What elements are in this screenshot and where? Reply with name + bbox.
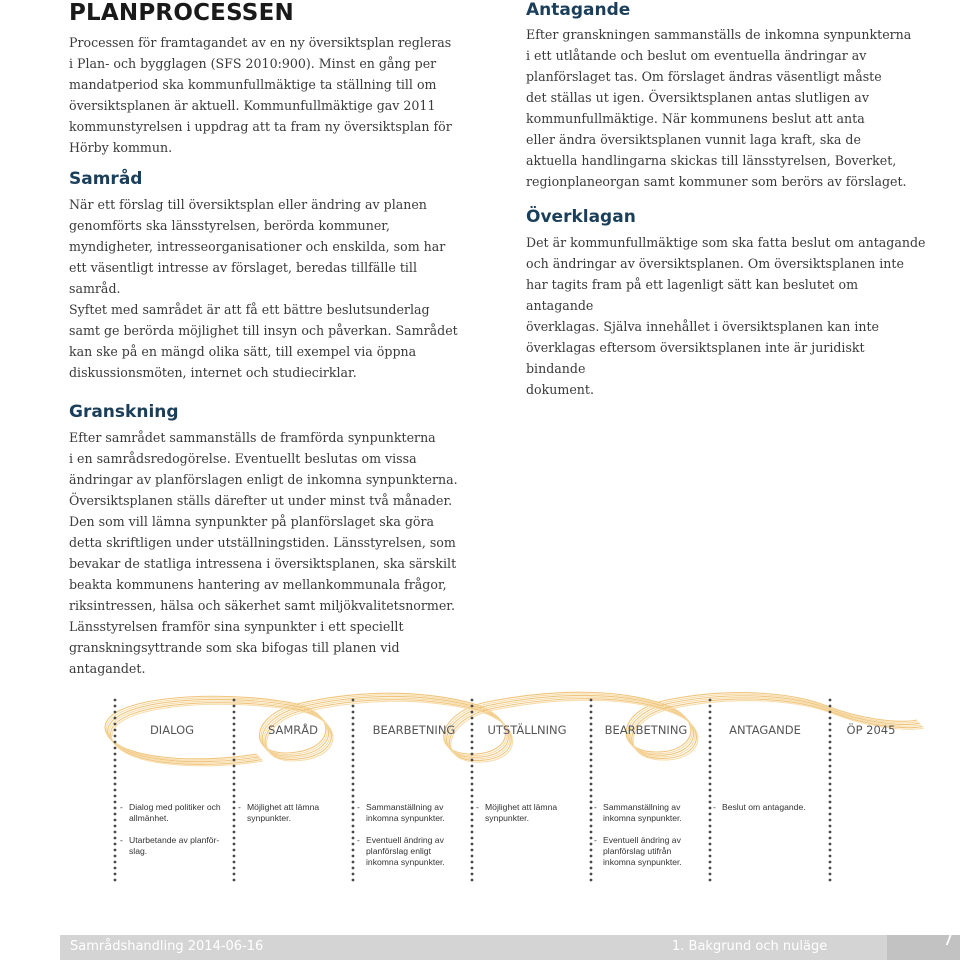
separator-dot xyxy=(352,801,355,804)
separator-dot xyxy=(352,717,355,720)
samrad-line: samt ge berörda möjlighet till insyn och påverkan. Samrådet xyxy=(69,323,458,338)
separator-dot xyxy=(829,747,832,750)
separator-dot xyxy=(829,819,832,822)
overklagan-line: dokument. xyxy=(526,382,594,397)
separator-dot xyxy=(114,705,117,708)
separator-dot xyxy=(114,849,117,852)
note-item: - Möjlighet att lämna synpunkter. xyxy=(476,802,581,824)
separator-dot xyxy=(590,837,593,840)
overklagan-line: överklagas. Själva innehållet i översiktsplanen kan inte xyxy=(526,319,879,334)
granskning-line: ändringar av planförslagen enligt de inkomna synpunkterna. xyxy=(69,472,458,487)
separator-dot xyxy=(590,807,593,810)
granskning-line: Den som vill lämna synpunkter på planförslaget ska göra xyxy=(69,514,434,529)
separator-dot xyxy=(590,855,593,858)
granskning-line: riksintressen, hälsa och säkerhet samt miljökvalitetsnormer. xyxy=(69,598,455,613)
right-column xyxy=(526,0,926,400)
separator-dot xyxy=(829,813,832,816)
stage-utstallning: UTSTÄLLNING xyxy=(487,723,567,737)
separator-dot xyxy=(233,777,236,780)
intro-line: översiktsplanen är aktuell. Kommunfullmäktige gav 2011 xyxy=(69,98,436,113)
separator-dot xyxy=(352,777,355,780)
separator-dot xyxy=(352,849,355,852)
stage-bearbetning-1: BEARBETNING xyxy=(372,723,456,737)
granskning-line: beakta kommunens hantering av mellankommunala frågor, xyxy=(69,577,447,592)
separator-dot xyxy=(709,849,712,852)
separator-dot xyxy=(114,813,117,816)
granskning-line: Efter samrådet sammanställs de framförda synpunkterna xyxy=(69,430,436,445)
separator-dot xyxy=(114,765,117,768)
separator-dot xyxy=(829,717,832,720)
granskning-line: detta skriftligen under utställningstiden. Länsstyrelsen, som xyxy=(69,535,456,550)
separator-dot xyxy=(829,855,832,858)
separator-dot xyxy=(233,765,236,768)
separator-dot xyxy=(233,867,236,870)
separator-dot xyxy=(233,831,236,834)
separator-dot xyxy=(233,717,236,720)
footer-document-status: Samrådshandling 2014-06-16 xyxy=(70,939,264,954)
note-text: Eventuell ändring av planförslag enligt inkomna synpunkter. xyxy=(366,835,445,867)
separator-dot xyxy=(352,873,355,876)
separator-dot xyxy=(590,753,593,756)
separator-dot xyxy=(352,843,355,846)
notes-bearbetning-1 xyxy=(357,802,462,879)
separator-dot xyxy=(114,825,117,828)
separator-dot xyxy=(233,771,236,774)
separator-dot xyxy=(114,699,117,702)
separator-dot xyxy=(829,771,832,774)
samrad-line: Syftet med samrådet är att få ett bättre beslutsunderlag xyxy=(69,302,430,317)
separator-dot xyxy=(352,783,355,786)
separator-dot xyxy=(471,855,474,858)
granskning-heading: Granskning xyxy=(69,402,179,422)
separator-dot xyxy=(709,795,712,798)
separator-dot xyxy=(709,771,712,774)
note-item: - Eventuell ändring av planförslag enligt inkomna synpunkter. xyxy=(357,835,462,868)
separator-dot xyxy=(471,717,474,720)
separator-dot xyxy=(709,705,712,708)
stage-antagande: ANTAGANDE xyxy=(729,723,801,737)
separator-dot xyxy=(471,771,474,774)
separator-dot xyxy=(114,753,117,756)
separator-dot xyxy=(471,759,474,762)
samrad-heading: Samråd xyxy=(69,169,143,189)
separator-dot xyxy=(709,861,712,864)
separator-dot xyxy=(709,873,712,876)
samrad-line: ett väsentligt intresse av förslaget, beredas tillfälle till samråd. xyxy=(69,260,417,296)
separator-dot xyxy=(471,753,474,756)
granskning-line: bevakar de statliga intressena i översiktsplanen, ska särskilt xyxy=(69,556,457,571)
ribbon-stroke xyxy=(668,694,918,723)
samrad-line: När ett förslag till översiktsplan eller ändring av planen xyxy=(69,197,427,212)
separator-dot xyxy=(590,699,593,702)
separator-dot xyxy=(114,843,117,846)
separator-dot xyxy=(471,705,474,708)
separator-dot xyxy=(590,861,593,864)
notes-antagande xyxy=(713,802,823,824)
samrad-paragraph xyxy=(69,194,469,383)
separator-dot xyxy=(114,741,117,744)
separator-dot xyxy=(114,717,117,720)
separator-dot xyxy=(590,801,593,804)
separator-dot xyxy=(114,861,117,864)
separator-dot xyxy=(829,807,832,810)
separator-dot xyxy=(352,705,355,708)
separator-dot xyxy=(829,711,832,714)
note-item: - Eventuell ändring av planförslag utifrån inkomna synpunkter. xyxy=(594,835,699,868)
separator-dot xyxy=(352,861,355,864)
separator-dot xyxy=(829,705,832,708)
separator-dot xyxy=(352,723,355,726)
separator-dot xyxy=(352,807,355,810)
granskning-line: Länsstyrelsen framför sina synpunkter i ett speciellt xyxy=(69,619,404,634)
separator-dot xyxy=(114,807,117,810)
separator-dot xyxy=(471,699,474,702)
separator-dot xyxy=(471,819,474,822)
separator-dot xyxy=(471,765,474,768)
separator-dot xyxy=(471,711,474,714)
separator-dot xyxy=(114,777,117,780)
separator-dot xyxy=(114,819,117,822)
separator-dot xyxy=(829,831,832,834)
separator-dot xyxy=(829,777,832,780)
separator-dot xyxy=(590,873,593,876)
separator-dot xyxy=(471,813,474,816)
note-text: Sammanställning av inkomna synpunkter. xyxy=(603,802,682,823)
separator-dot xyxy=(471,837,474,840)
separator-dot xyxy=(471,801,474,804)
separator-dot xyxy=(471,789,474,792)
antagande-line: regionplaneorgan samt kommuner som berörs av förslaget. xyxy=(526,174,907,189)
separator-dot xyxy=(709,843,712,846)
separator-dot xyxy=(590,759,593,762)
separator-dot xyxy=(590,867,593,870)
separator-dot xyxy=(709,807,712,810)
separator-dot xyxy=(233,879,236,882)
separator-dot xyxy=(590,831,593,834)
separator-dot xyxy=(114,795,117,798)
separator-dot xyxy=(471,831,474,834)
separator-dot xyxy=(829,759,832,762)
note-item: - Beslut om antagande. xyxy=(713,802,806,812)
separator-dot xyxy=(233,747,236,750)
separator-dot xyxy=(352,771,355,774)
separator-dot xyxy=(352,759,355,762)
separator-dot xyxy=(590,747,593,750)
notes-bearbetning-2 xyxy=(594,802,699,879)
antagande-heading: Antagande xyxy=(526,0,631,20)
separator-dot xyxy=(114,759,117,762)
separator-dot xyxy=(590,783,593,786)
intro-line: kommunstyrelsen i uppdrag att ta fram ny översiktsplan för xyxy=(69,119,452,134)
separator-dot xyxy=(471,747,474,750)
separator-dot xyxy=(352,753,355,756)
separator-dot xyxy=(829,753,832,756)
note-item: - Sammanställning av inkomna synpunkter. xyxy=(594,802,699,824)
separator-dot xyxy=(233,873,236,876)
separator-dot xyxy=(114,783,117,786)
separator-dot xyxy=(352,741,355,744)
separator-dot xyxy=(233,705,236,708)
separator-dot xyxy=(114,747,117,750)
antagande-paragraph xyxy=(526,24,926,192)
separator-dot xyxy=(233,741,236,744)
antagande-line: eller ändra översiktsplanen vunnit laga kraft, ska de xyxy=(526,132,861,147)
separator-dot xyxy=(590,795,593,798)
note-text: Eventuell ändring av planförslag utifrån inkomna synpunkter. xyxy=(603,835,682,867)
separator-dot xyxy=(352,813,355,816)
intro-paragraph xyxy=(69,32,469,158)
separator-dot xyxy=(829,699,832,702)
separator-dot xyxy=(829,825,832,828)
separator-dot xyxy=(471,867,474,870)
antagande-line: aktuella handlingarna skickas till länsstyrelsen, Boverket, xyxy=(526,153,897,168)
separator-dot xyxy=(114,867,117,870)
separator-dot xyxy=(709,879,712,882)
note-text: Möjlighet att lämna synpunkter. xyxy=(485,802,558,823)
separator-dot xyxy=(233,813,236,816)
separator-dot xyxy=(590,777,593,780)
separator-dot xyxy=(829,843,832,846)
separator-dot xyxy=(590,705,593,708)
separator-dot xyxy=(352,819,355,822)
stage-op-2045: ÖP 2045 xyxy=(846,723,896,737)
separator-dot xyxy=(233,819,236,822)
separator-dot xyxy=(352,747,355,750)
separator-dot xyxy=(352,795,355,798)
separator-dot xyxy=(590,765,593,768)
note-item: - Utarbetande av planför-slag. xyxy=(120,835,230,857)
overklagan-line: överklagas eftersom översiktsplanen inte är juridiskt bindande xyxy=(526,340,865,376)
separator-dot xyxy=(709,783,712,786)
separator-dot xyxy=(590,711,593,714)
separator-dot xyxy=(471,795,474,798)
intro-line: i Plan- och bygglagen (SFS 2010:900). Minst en gång per xyxy=(69,56,437,71)
note-text: Beslut om antagande. xyxy=(722,802,806,812)
separator-dot xyxy=(233,855,236,858)
separator-dot xyxy=(352,837,355,840)
separator-dot xyxy=(709,741,712,744)
separator-dot xyxy=(233,795,236,798)
separator-dot xyxy=(352,825,355,828)
overklagan-line: Det är kommunfullmäktige som ska fatta beslut om antagande xyxy=(526,235,926,250)
overklagan-line: och ändringar av översiktsplanen. Om översiktsplanen inte xyxy=(526,256,904,271)
separator-dot xyxy=(709,747,712,750)
separator-dot xyxy=(829,765,832,768)
separator-dot xyxy=(114,801,117,804)
separator-dot xyxy=(829,741,832,744)
left-column xyxy=(69,0,469,679)
granskning-line: antagandet. xyxy=(69,661,146,676)
separator-dot xyxy=(590,819,593,822)
separator-dot xyxy=(709,789,712,792)
samrad-line: myndigheter, intresseorganisationer och enskilda, som har xyxy=(69,239,446,254)
separator-dot xyxy=(233,699,236,702)
separator-dot xyxy=(233,753,236,756)
separator-dot xyxy=(709,855,712,858)
separator-dot xyxy=(114,789,117,792)
separator-dot xyxy=(709,759,712,762)
separator-dot xyxy=(352,729,355,732)
separator-dot xyxy=(590,771,593,774)
separator-dot xyxy=(471,861,474,864)
separator-dot xyxy=(233,849,236,852)
separator-dot xyxy=(233,789,236,792)
separator-dot xyxy=(709,837,712,840)
separator-dot xyxy=(352,879,355,882)
ribbon-stroke xyxy=(667,693,917,722)
separator-dot xyxy=(352,867,355,870)
separator-dot xyxy=(590,879,593,882)
separator-dot xyxy=(114,711,117,714)
separator-dot xyxy=(829,861,832,864)
separator-dot xyxy=(471,807,474,810)
note-item: - Sammanställning av inkomna synpunkter. xyxy=(357,802,462,824)
intro-line: Processen för framtagandet av en ny översiktsplan regleras xyxy=(69,35,452,50)
separator-dot xyxy=(114,837,117,840)
separator-dot xyxy=(471,843,474,846)
separator-dot xyxy=(709,717,712,720)
samrad-line: genomförts ska länsstyrelsen, berörda kommuner, xyxy=(69,218,390,233)
footer-page-box xyxy=(887,929,960,960)
separator-dot xyxy=(590,741,593,744)
granskning-line: granskningsyttrande som ska bifogas till planen vid xyxy=(69,640,400,655)
separator-dot xyxy=(114,831,117,834)
separator-dot xyxy=(471,741,474,744)
separator-dot xyxy=(709,777,712,780)
separator-dot xyxy=(829,795,832,798)
note-text: Dialog med politiker och allmänhet. xyxy=(129,802,221,823)
antagande-line: det ställas ut igen. Översiktsplanen antas slutligen av xyxy=(526,90,869,105)
overklagan-paragraph xyxy=(526,232,926,400)
notes-dialog xyxy=(120,802,230,868)
overklagan-heading: Överklagan xyxy=(526,207,636,227)
separator-dot xyxy=(829,873,832,876)
process-timeline xyxy=(0,680,960,900)
separator-dot xyxy=(590,825,593,828)
separator-dot xyxy=(471,879,474,882)
separator-dot xyxy=(352,855,355,858)
separator-dot xyxy=(352,831,355,834)
page-footer xyxy=(60,929,960,960)
separator-dot xyxy=(829,801,832,804)
separator-dot xyxy=(590,813,593,816)
separator-dot xyxy=(471,777,474,780)
note-item: - Möjlighet att lämna synpunkter. xyxy=(238,802,343,824)
antagande-line: kommunfullmäktige. När kommunens beslut att anta xyxy=(526,111,865,126)
separator-dot xyxy=(709,699,712,702)
separator-dot xyxy=(829,849,832,852)
separator-dot xyxy=(590,717,593,720)
separator-dot xyxy=(233,801,236,804)
antagande-line: planförslaget tas. Om förslaget ändras väsentligt måste xyxy=(526,69,882,84)
note-text: Sammanställning av inkomna synpunkter. xyxy=(366,802,445,823)
separator-dot xyxy=(114,879,117,882)
separator-dot xyxy=(709,801,712,804)
separator-dot xyxy=(114,873,117,876)
separator-dot xyxy=(114,771,117,774)
separator-dot xyxy=(709,831,712,834)
separator-dot xyxy=(233,861,236,864)
separator-dot xyxy=(590,849,593,852)
antagande-line: Efter granskningen sammanställs de inkomna synpunkterna xyxy=(526,27,912,42)
separator-dot xyxy=(471,849,474,852)
note-text: Möjlighet att lämna synpunkter. xyxy=(247,802,320,823)
separator-dot xyxy=(829,879,832,882)
separator-dot xyxy=(829,789,832,792)
samrad-line: kan ske på en mängd olika sätt, till exempel via öppna xyxy=(69,344,417,359)
granskning-line: i en samrådsredogörelse. Eventuellt beslutas om vissa xyxy=(69,451,417,466)
separator-dot xyxy=(709,825,712,828)
separator-dot xyxy=(233,837,236,840)
note-item: - Dialog med politiker och allmänhet. xyxy=(120,802,230,824)
page-number: 7 xyxy=(942,929,954,950)
separator-dot xyxy=(709,765,712,768)
separator-dot xyxy=(709,813,712,816)
separator-dot xyxy=(471,825,474,828)
separator-dot xyxy=(829,837,832,840)
samrad-line: diskussionsmöten, internet och studiecirklar. xyxy=(69,365,357,380)
page-title: PLANPROCESSEN xyxy=(69,0,294,26)
separator-dot xyxy=(114,855,117,858)
separator-dot xyxy=(233,825,236,828)
separator-dot xyxy=(352,711,355,714)
separator-dot xyxy=(352,735,355,738)
note-text: Utarbetande av planför-slag. xyxy=(129,835,220,856)
separator-dot xyxy=(471,783,474,786)
notes-utstallning xyxy=(476,802,581,835)
overklagan-line: har tagits fram på ett lagenligt sätt kan beslutet om antagande xyxy=(526,277,859,313)
separator-dot xyxy=(233,843,236,846)
separator-dot xyxy=(233,783,236,786)
separator-dot xyxy=(829,783,832,786)
separator-dot xyxy=(709,819,712,822)
stage-samrad: SAMRÅD xyxy=(267,723,318,737)
separator-dot xyxy=(233,711,236,714)
stage-bearbetning-2: BEARBETNING xyxy=(604,723,688,737)
separator-dot xyxy=(590,789,593,792)
stage-dialog: DIALOG xyxy=(149,723,195,737)
antagande-line: i ett utlåtande och beslut om eventuella ändringar av xyxy=(526,48,867,63)
granskning-line: Översiktsplanen ställs därefter ut under minst två månader. xyxy=(69,493,453,508)
separator-dot xyxy=(709,711,712,714)
separator-dot xyxy=(352,789,355,792)
separator-dot xyxy=(471,873,474,876)
intro-line: mandatperiod ska kommunfullmäktige ta ställning till om xyxy=(69,77,437,92)
separator-dot xyxy=(233,807,236,810)
separator-dot xyxy=(709,867,712,870)
separator-dot xyxy=(352,699,355,702)
notes-samrad xyxy=(238,802,343,835)
footer-chapter: 1. Bakgrund och nuläge xyxy=(672,939,828,954)
separator-dot xyxy=(829,867,832,870)
separator-dot xyxy=(709,753,712,756)
separator-dot xyxy=(233,759,236,762)
separator-dot xyxy=(590,843,593,846)
intro-line: Hörby kommun. xyxy=(69,140,173,155)
separator-dot xyxy=(352,765,355,768)
granskning-paragraph xyxy=(69,427,469,679)
